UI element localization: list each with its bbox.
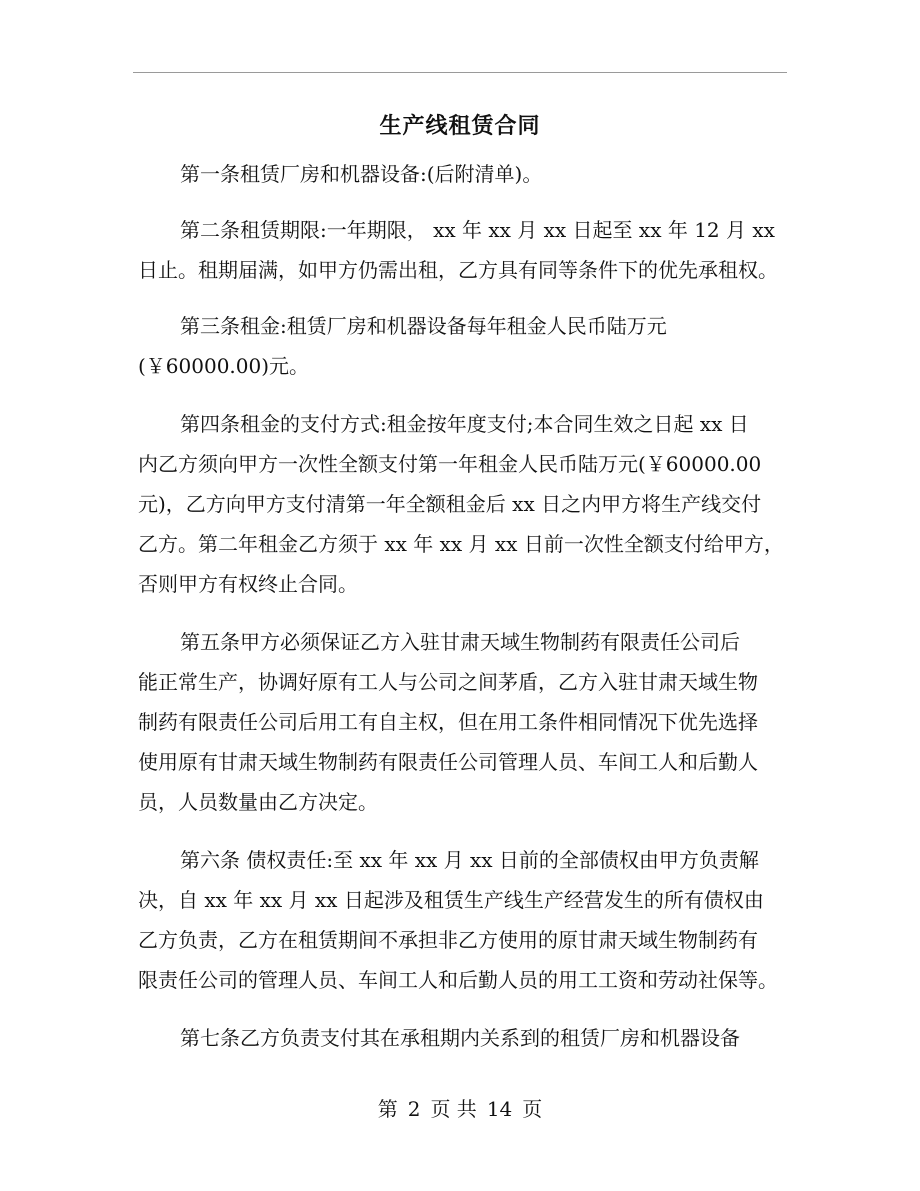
paragraph-line: 决，自 xx 年 xx 月 xx 日起涉及租赁生产线生产经营发生的所有债权由 bbox=[138, 888, 764, 912]
page-footer bbox=[0, 1093, 920, 1122]
paragraph-line: 元)，乙方向甲方支付清第一年全额租金后 xx 日之内甲方将生产线交付 bbox=[138, 492, 762, 516]
paragraph-line: 乙方负责，乙方在租赁期间不承担非乙方使用的原甘肃天域生物制药有 bbox=[138, 928, 758, 952]
paragraph-line: 制药有限责任公司后用工有自主权，但在用工条件相同情况下优先选择 bbox=[138, 710, 758, 734]
footer-total-pages: 14 bbox=[486, 1097, 513, 1121]
paragraph-line: 内乙方须向甲方一次性全额支付第一年租金人民币陆万元(￥60000.00 bbox=[138, 452, 762, 476]
paragraph-line: 使用原有甘肃天域生物制药有限责任公司管理人员、车间工人和后勤人 bbox=[138, 750, 758, 774]
paragraph-line: 员，人员数量由乙方决定。 bbox=[138, 790, 378, 814]
paragraph-line: 第三条租金:租赁厂房和机器设备每年租金人民币陆万元 bbox=[180, 314, 667, 338]
footer-page-number: 2 bbox=[407, 1097, 421, 1121]
paragraph-line: 能正常生产，协调好原有工人与公司之间茅盾，乙方入驻甘肃天域生物 bbox=[138, 670, 758, 694]
header-rule bbox=[133, 72, 787, 73]
footer-middle: 页 共 bbox=[430, 1097, 477, 1121]
paragraph-line: 第二条租赁期限:一年期限， xx 年 xx 月 xx 日起至 xx 年 12 月 xx bbox=[180, 218, 775, 242]
paragraph-line: 第七条乙方负责支付其在承租期内关系到的租赁厂房和机器设备 bbox=[180, 1026, 740, 1050]
paragraph-line: 日止。租期届满，如甲方仍需出租，乙方具有同等条件下的优先承租权。 bbox=[138, 258, 778, 282]
footer-suffix: 页 bbox=[522, 1097, 543, 1121]
paragraph-line: 否则甲方有权终止合同。 bbox=[138, 572, 358, 596]
paragraph-line: 第六条 债权责任:至 xx 年 xx 月 xx 日前的全部债权由甲方负责解 bbox=[180, 848, 759, 872]
paragraph-line: 乙方。第二年租金乙方须于 xx 年 xx 月 xx 日前一次性全额支付给甲方， bbox=[138, 532, 784, 556]
paragraph-line: (￥60000.00)元。 bbox=[138, 354, 310, 378]
paragraph-line: 限责任公司的管理人员、车间工人和后勤人员的用工工资和劳动社保等。 bbox=[138, 968, 778, 992]
paragraph-line: 第五条甲方必须保证乙方入驻甘肃天域生物制药有限责任公司后 bbox=[180, 630, 740, 654]
footer-prefix: 第 bbox=[377, 1097, 398, 1121]
paragraph-line: 第四条租金的支付方式:租金按年度支付;本合同生效之日起 xx 日 bbox=[180, 412, 749, 436]
document-title: 生产线租赁合同 bbox=[379, 113, 541, 139]
paragraph-line: 第一条租赁厂房和机器设备:(后附清单)。 bbox=[180, 162, 543, 186]
